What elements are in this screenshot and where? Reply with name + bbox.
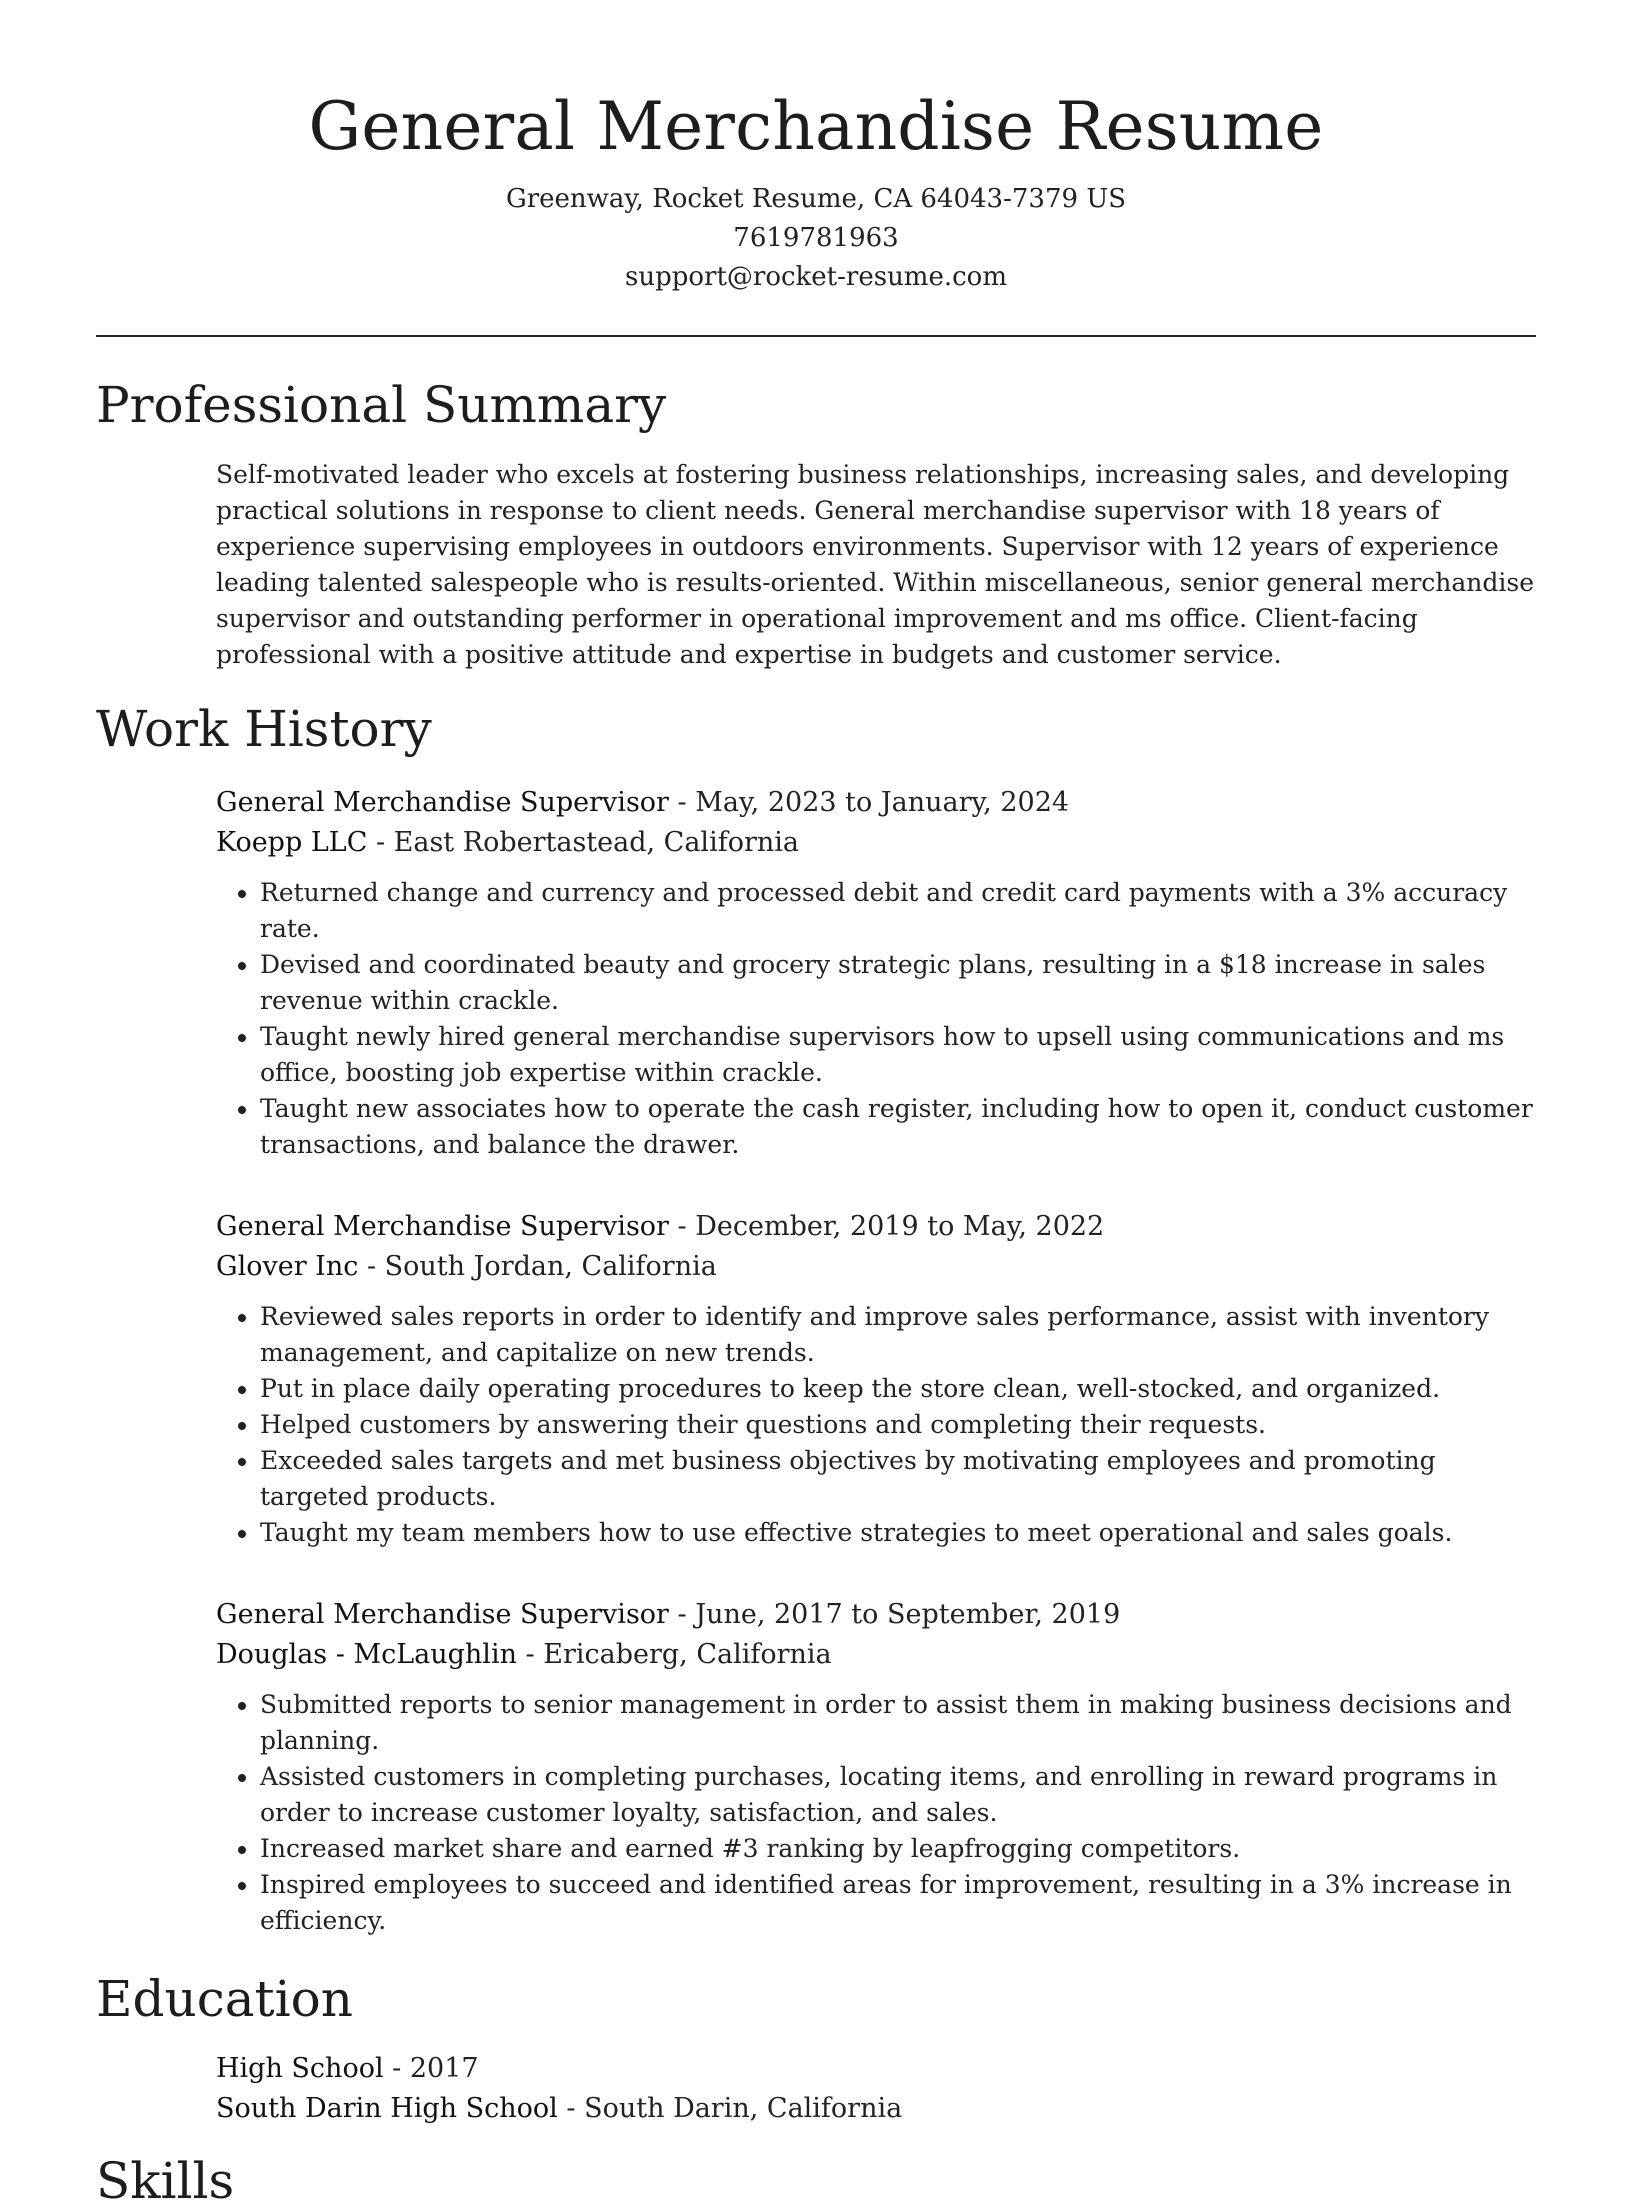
job-dates: - June, 2017 to September, 2019 <box>668 1599 1121 1630</box>
list-item: • Increased market share and earned #3 ranking by leapfrogging competitors. <box>260 1831 1536 1867</box>
list-item: • Taught new associates how to operate the cash register, including how to open it, conduct customer transactions, and balance the drawer. <box>260 1091 1536 1163</box>
job-bullets <box>216 1687 1536 1939</box>
list-item: • Put in place daily operating procedures to keep the store clean, well-stocked, and organized. <box>260 1371 1536 1407</box>
list-item: • Taught my team members how to use effective strategies to meet operational and sales goals. <box>260 1515 1536 1551</box>
school-location: - South Darin, California <box>557 2093 903 2124</box>
school-line <box>216 2089 1536 2129</box>
list-item: • Exceeded sales targets and met business objectives by motivating employees and promoting targeted products. <box>260 1443 1536 1515</box>
resume-header <box>96 0 1536 297</box>
job-company: Glover Inc <box>216 1251 359 1282</box>
work-history-section <box>216 783 1536 1939</box>
phone-text: 7619781963 <box>733 223 899 253</box>
address-text: Greenway, Rocket Resume, CA 64043-7379 US <box>505 184 1127 214</box>
job-title: General Merchandise Supervisor <box>216 787 669 818</box>
list-item: • Inspired employees to succeed and identified areas for improvement, resulting in a 3% increase in efficiency. <box>260 1867 1536 1939</box>
contact-info <box>96 180 1536 297</box>
job-title-line <box>216 1595 1536 1635</box>
skills-heading: Skills <box>96 2152 235 2210</box>
job-company-line <box>216 1247 1536 1287</box>
summary-text: Self-motivated leader who excels at fostering business relationships, increasing sales, and developing practical solutions in response to client needs. General merchandise supervisor with 18 years of experience supervising employees in outdoors environments. Supervisor with 12 years of experience leading talented salespeople who is results-oriented. Within miscellaneous, senior general merchandise supervisor and outstanding performer in operational improvement and ms office. Client-facing professional with a positive attitude and expertise in budgets and customer service. <box>216 460 1535 669</box>
job-location: - South Jordan, California <box>358 1251 717 1282</box>
list-item: • Helped customers by answering their questions and completing their requests. <box>260 1407 1536 1443</box>
job-entry <box>216 1207 1536 1551</box>
job-company: Koepp LLC <box>216 827 368 858</box>
degree-line <box>216 2049 1536 2089</box>
list-item: • Devised and coordinated beauty and grocery strategic plans, resulting in a $18 increase in sales revenue within crackle. <box>260 947 1536 1019</box>
email-text: support@rocket-resume.com <box>624 262 1007 292</box>
job-company-line <box>216 1635 1536 1675</box>
summary-section <box>216 457 1536 673</box>
list-item: • Assisted customers in completing purchases, locating items, and enrolling in reward programs in order to increase customer loyalty, satisfaction, and sales. <box>260 1759 1536 1831</box>
header-divider <box>96 335 1536 337</box>
school-name: South Darin High School <box>216 2093 558 2124</box>
graduation-year: - 2017 <box>383 2053 479 2084</box>
job-bullets <box>216 875 1536 1163</box>
summary-heading: Professional Summary <box>96 376 667 434</box>
job-company: Douglas - McLaughlin <box>216 1639 517 1670</box>
list-item: • Taught newly hired general merchandise supervisors how to upsell using communications and ms office, boosting job expertise within crackle. <box>260 1019 1536 1091</box>
education-section <box>216 2049 1536 2129</box>
list-item: • Submitted reports to senior management in order to assist them in making business decisions and planning. <box>260 1687 1536 1759</box>
degree: High School <box>216 2053 384 2084</box>
job-dates: - May, 2023 to January, 2024 <box>668 787 1070 818</box>
job-entry <box>216 783 1536 1163</box>
job-title: General Merchandise Supervisor <box>216 1599 669 1630</box>
job-title: General Merchandise Supervisor <box>216 1211 669 1242</box>
list-item: • Reviewed sales reports in order to identify and improve sales performance, assist with inventory management, and capitalize on new trends. <box>260 1299 1536 1371</box>
job-title-line <box>216 783 1536 823</box>
work-history-heading: Work History <box>96 700 432 758</box>
job-bullets <box>216 1299 1536 1551</box>
education-heading: Education <box>96 1970 353 2028</box>
page-title: General Merchandise Resume <box>308 88 1324 165</box>
job-location: - Ericaberg, California <box>516 1639 832 1670</box>
job-dates: - December, 2019 to May, 2022 <box>668 1211 1105 1242</box>
job-title-line <box>216 1207 1536 1247</box>
job-entry <box>216 1595 1536 1939</box>
resume-page <box>96 0 1536 2211</box>
list-item: • Returned change and currency and processed debit and credit card payments with a 3% accuracy rate. <box>260 875 1536 947</box>
job-company-line <box>216 823 1536 863</box>
job-location: - East Robertastead, California <box>367 827 799 858</box>
